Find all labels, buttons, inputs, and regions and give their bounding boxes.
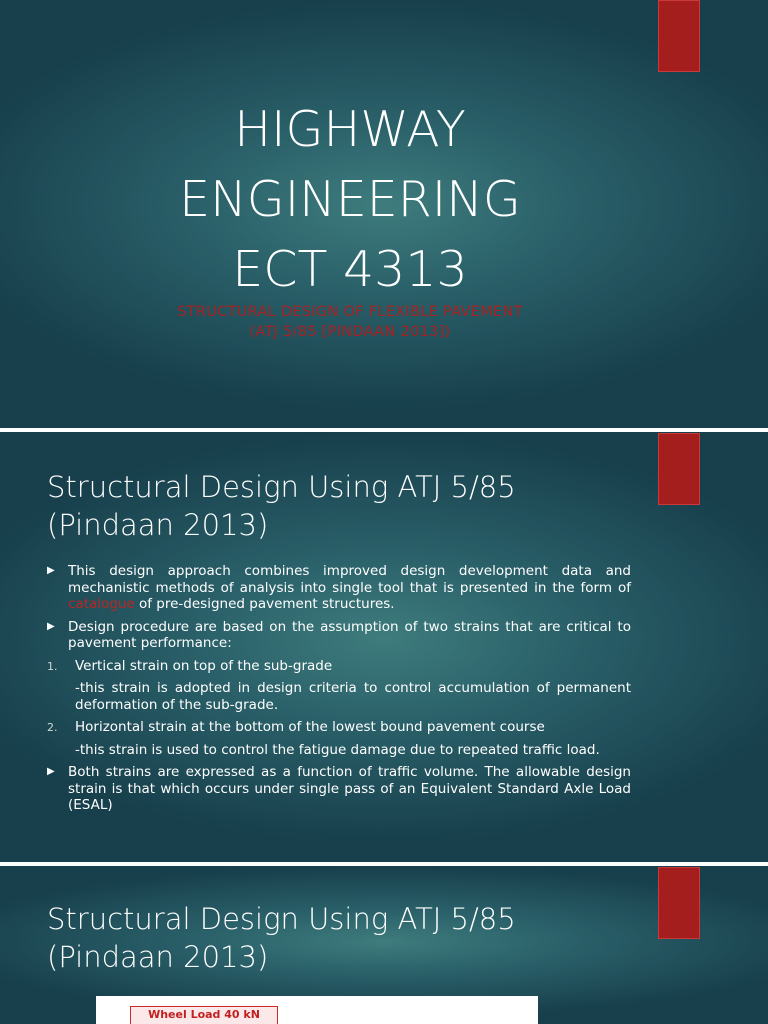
subtitle-line: STRUCTURAL DESIGN OF FLEXIBLE PAVEMENT (177, 304, 523, 320)
item-detail: -this strain is used to control the fatigue damage due to repeated traffic load. (75, 741, 600, 758)
triangle-right-icon: ▶ (47, 565, 55, 576)
slide-subtitle (0, 302, 700, 342)
item-detail: -this strain is adopted in design criteria to control accumulation of permanent deformation of the sub-grade. (75, 680, 631, 713)
wheel-load-label: Wheel Load 40 kN (130, 1006, 278, 1024)
accent-bar (658, 867, 700, 939)
content-slide (0, 432, 768, 862)
bullet-text: of pre-designed pavement structures. (134, 596, 395, 612)
triangle-right-icon: ▶ (47, 620, 55, 632)
slide-title (0, 95, 700, 305)
title-line: ECT 4313 (232, 241, 468, 298)
item-text: Horizontal strain at the bottom of the lowest bound pavement course (75, 719, 545, 735)
bullet-item (47, 563, 631, 613)
accent-bar (658, 0, 700, 72)
heading-line: (Pindaan 2013) (47, 508, 269, 542)
highlight-text: catalogue (68, 596, 135, 612)
item-number: 1. (47, 659, 58, 673)
content-slide (0, 866, 768, 1024)
numbered-item (47, 658, 631, 675)
title-line: HIGHWAY (234, 101, 466, 158)
slide-body (47, 563, 631, 820)
bullet-text: Design procedure are based on the assumption of two strains that are critical to pavement performance: (68, 618, 631, 651)
title-slide (0, 0, 768, 428)
bullet-text: This design approach combines improved design development data and mechanistic methods of analysis into single tool that is presented in the form of (68, 563, 631, 596)
heading-line: (Pindaan 2013) (47, 940, 269, 974)
heading-line: Structural Design Using ATJ 5/85 (47, 470, 516, 504)
triangle-right-icon: ▶ (47, 766, 55, 777)
slide-heading (47, 468, 647, 544)
heading-line: Structural Design Using ATJ 5/85 (47, 902, 516, 936)
pavement-figure (96, 996, 538, 1024)
slide-heading (47, 900, 647, 976)
numbered-item (47, 719, 631, 736)
title-line: ENGINEERING (179, 171, 521, 228)
bullet-text: Both strains are expressed as a function of traffic volume. The allowable design strain is that which occurs under single pass of an Equivalent Standard Axle Load (ESAL) (68, 764, 631, 813)
accent-bar (658, 433, 700, 505)
item-number: 2. (47, 721, 58, 734)
bullet-item (47, 764, 631, 814)
subtitle-line: (ATJ 5/85 [PINDAAN 2013]) (249, 324, 451, 340)
item-text: Vertical strain on top of the sub-grade (75, 657, 333, 674)
bullet-item (47, 619, 631, 652)
